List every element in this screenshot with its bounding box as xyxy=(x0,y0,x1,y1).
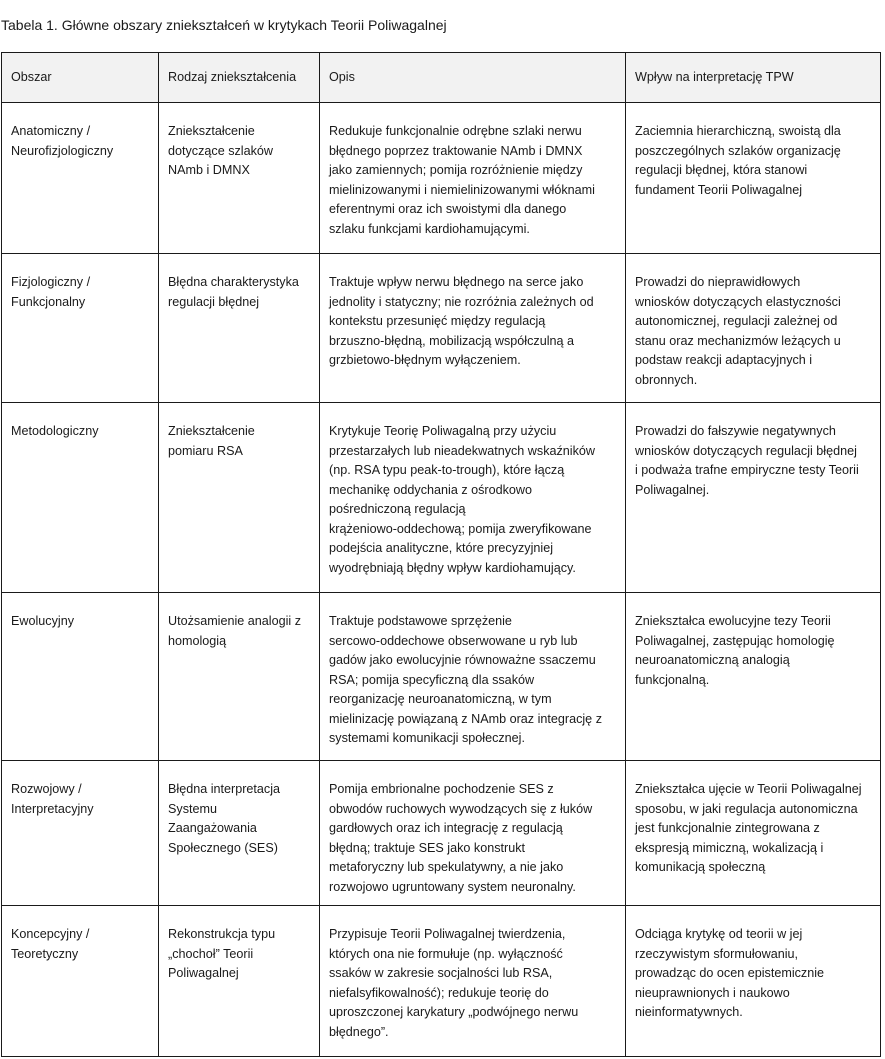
cell-description: Pomija embrionalne pochodzenie SES z obwodów ruchowych wywodzących się z łuków gardłowych oraz ich integrację z regulacją błędną; traktuje SES jako konstrukt metaforyczny lub spekulatywny, a nie jako rozwojowo ugruntowany system neuronalny. xyxy=(320,761,626,906)
cell-type: Błędna interpretacja Systemu Zaangażowania Społecznego (SES) xyxy=(159,761,320,906)
cell-type: Utożsamienie analogii z homologią xyxy=(159,593,320,761)
cell-type: Błędna charakterystyka regulacji błędnej xyxy=(159,254,320,403)
table-row xyxy=(2,906,881,1057)
table-row xyxy=(2,254,881,403)
cell-area: Rozwojowy / Interpretacyjny xyxy=(2,761,159,906)
cell-description: Traktuje wpływ nerwu błędnego na serce jako jednolity i statyczny; nie rozróżnia zależnych od kontekstu przesunięć między regulacją brzuszno-błędną, mobilizacją współczulną a grzbietowo-błędnym wyłączeniem. xyxy=(320,254,626,403)
cell-area: Fizjologiczny / Funkcjonalny xyxy=(2,254,159,403)
cell-impact: Odciąga krytykę od teorii w jej rzeczywistym sformułowaniu, prowadząc do ocen epistemicznie nieuprawnionych i naukowo nieinformatywnych. xyxy=(626,906,881,1057)
cell-area: Ewolucyjny xyxy=(2,593,159,761)
cell-description: Redukuje funkcjonalnie odrębne szlaki nerwu błędnego poprzez traktowanie NAmb i DMNX jako zamiennych; pomija rozróżnienie między mielinizowanymi i niemielinizowanymi włóknami eferentnymi oraz ich swoistymi dla danego szlaku funkcjami kardiohamującymi. xyxy=(320,103,626,254)
cell-description: Przypisuje Teorii Poliwagalnej twierdzenia, których ona nie formułuje (np. wyłączność ssaków w zakresie socjalności lub RSA, niefalsyfikowalność); redukuje teorię do uproszczonej karykatury „podwójnego nerwu błędnego”. xyxy=(320,906,626,1057)
table-header-row xyxy=(2,53,881,103)
header-impact: Wpływ na interpretację TPW xyxy=(626,53,881,103)
distortions-table xyxy=(1,52,881,1057)
table-row xyxy=(2,761,881,906)
cell-impact: Zniekształca ujęcie w Teorii Poliwagalnej sposobu, w jaki regulacja autonomiczna jest funkcjonalnie zintegrowana z ekspresją mimiczną, wokalizacją i komunikacją społeczną xyxy=(626,761,881,906)
cell-impact: Prowadzi do nieprawidłowych wniosków dotyczących elastyczności autonomicznej, regulacji zależnej od stanu oraz mechanizmów leżących u podstaw reakcji adaptacyjnych i obronnych. xyxy=(626,254,881,403)
cell-area: Koncepcyjny / Teoretyczny xyxy=(2,906,159,1057)
header-type: Rodzaj zniekształcenia xyxy=(159,53,320,103)
cell-description: Traktuje podstawowe sprzężenie sercowo-oddechowe obserwowane u ryb lub gadów jako ewolucyjnie równoważne ssaczemu RSA; pomija specyficzną dla ssaków reorganizację neuroanatomiczną, w tym mielinizację powiązaną z NAmb oraz integrację z systemami komunikacji społecznej. xyxy=(320,593,626,761)
cell-type: Zniekształcenie dotyczące szlaków NAmb i DMNX xyxy=(159,103,320,254)
cell-area: Anatomiczny / Neurofizjologiczny xyxy=(2,103,159,254)
table-row xyxy=(2,403,881,593)
table-caption: Tabela 1. Główne obszary zniekształceń w krytykach Teorii Poliwagalnej xyxy=(1,17,447,33)
cell-impact: Prowadzi do fałszywie negatywnych wniosków dotyczących regulacji błędnej i podważa trafne empiryczne testy Teorii Poliwagalnej. xyxy=(626,403,881,593)
header-area: Obszar xyxy=(2,53,159,103)
table-row xyxy=(2,103,881,254)
cell-type: Zniekształcenie pomiaru RSA xyxy=(159,403,320,593)
cell-impact: Zaciemnia hierarchiczną, swoistą dla poszczególnych szlaków organizację regulacji błędnej, która stanowi fundament Teorii Poliwagalnej xyxy=(626,103,881,254)
cell-area: Metodologiczny xyxy=(2,403,159,593)
cell-type: Rekonstrukcja typu „chochoł” Teorii Poliwagalnej xyxy=(159,906,320,1057)
table-row xyxy=(2,593,881,761)
cell-description: Krytykuje Teorię Poliwagalną przy użyciu przestarzałych lub nieadekwatnych wskaźników (np. RSA typu peak-to-trough), które łączą mechanikę oddychania z ośrodkowo pośredniczoną regulacją krążeniowo-oddechową; pomija zweryfikowane podejścia analityczne, które precyzyjniej wyodrębniają błędny wpływ kardiohamujący. xyxy=(320,403,626,593)
cell-impact: Zniekształca ewolucyjne tezy Teorii Poliwagalnej, zastępując homologię neuroanatomiczną analogią funkcjonalną. xyxy=(626,593,881,761)
header-description: Opis xyxy=(320,53,626,103)
